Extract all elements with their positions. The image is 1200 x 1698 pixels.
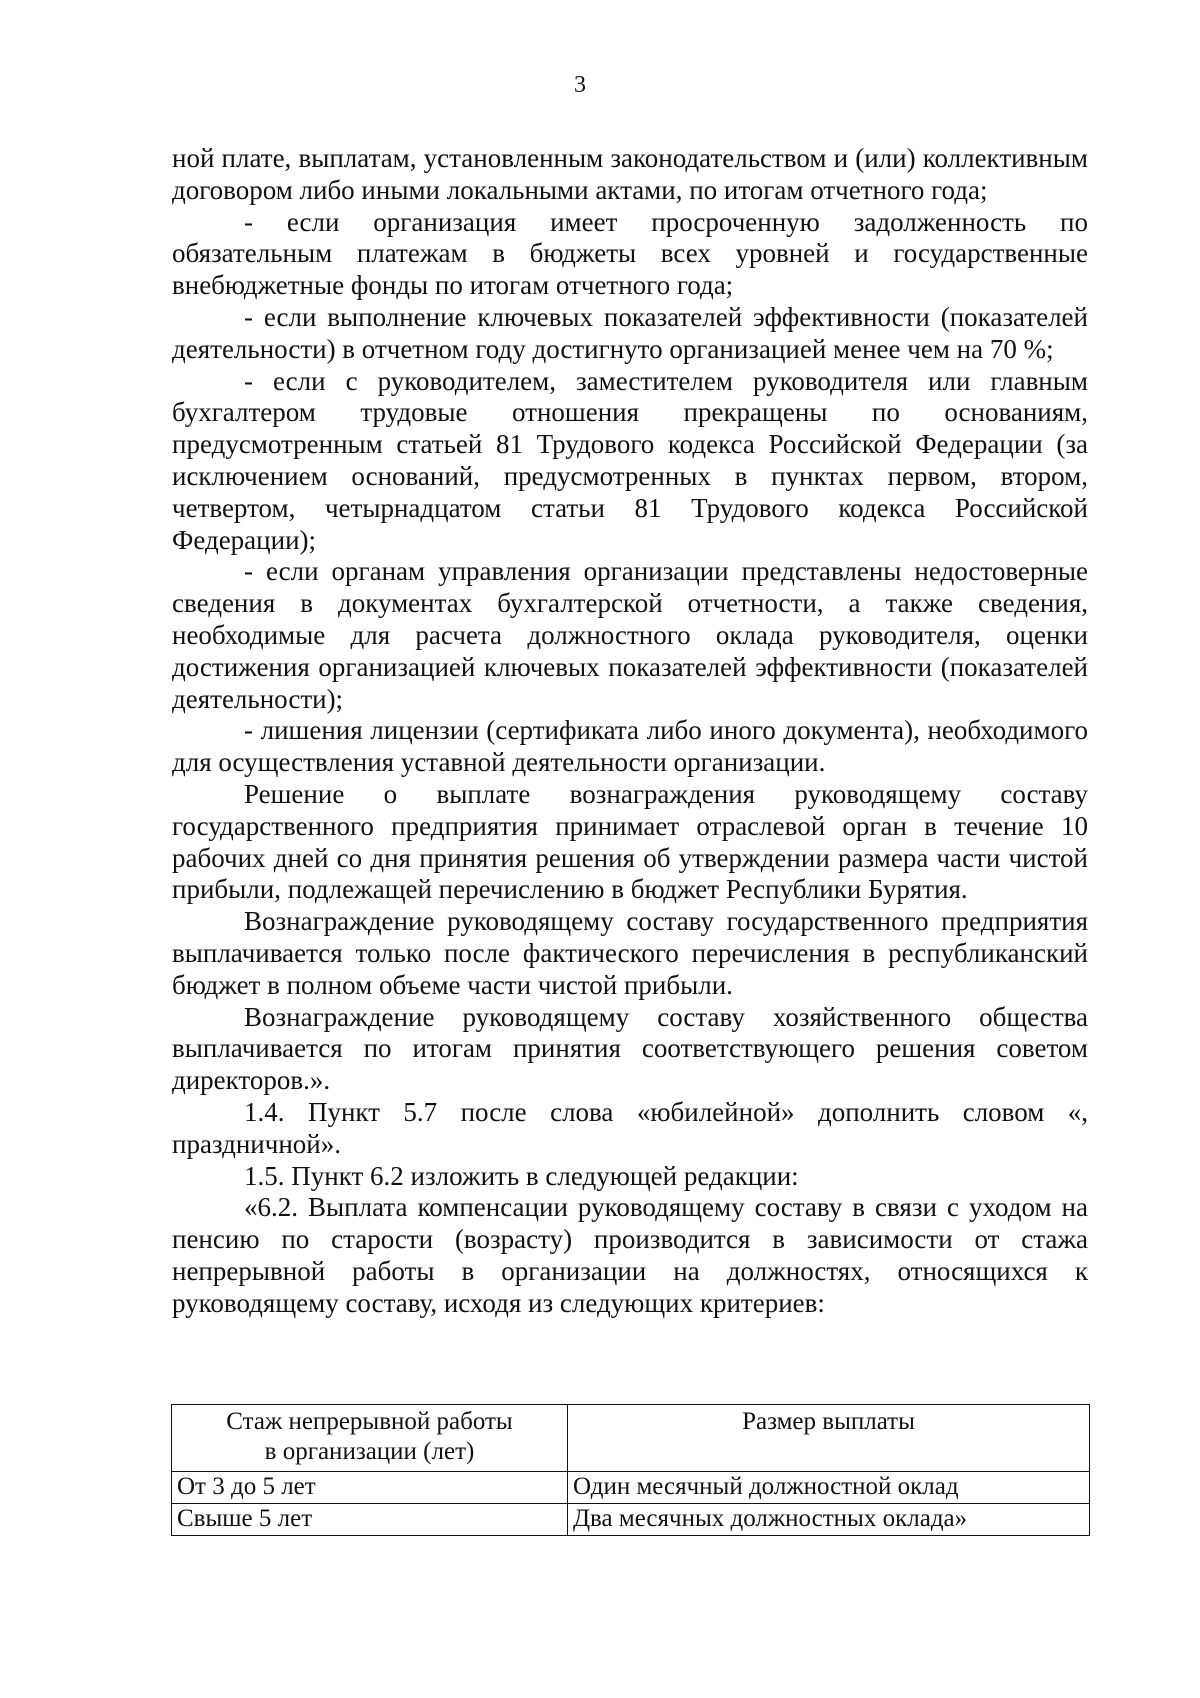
table-cell: Два месячных должностных оклада» [568,1504,1090,1536]
paragraph: - если организация имеет просроченную задолженность по обязательным платежам в бюджеты всех уровней и государственные внебюджетные фонды по итогам отчетного года; [172,206,1088,301]
paragraph: Вознаграждение руководящему составу государственного предприятия выплачивается только после фактического перечисления в республиканский бюджет в полном объеме части чистой прибыли. [172,906,1088,1000]
header-line: Размер выплаты [742,1408,915,1435]
paragraph: - если с руководителем, заместителем руководителя или главным бухгалтером трудовые отношения прекращены по основаниям, предусмотренным статьей 81 Трудового кодекса Российской Федерации (за исключением оснований, предусмотренных в пунктах первом, втором, четвертом, четырнадцатом статьи 81 Трудового кодекса Российской Федерации); [172,365,1088,555]
table-cell: От 3 до 5 лет [172,1472,568,1504]
paragraph: - если выполнение ключевых показателей эффективности (показателей деятельности) в отчетном году достигнуто организацией менее чем на 70 %; [172,301,1088,364]
paragraph: «6.2. Выплата компенсации руководящему составу в связи с уходом на пенсию по старости (возрасту) производится в зависимости от стажа непрерывной работы в организации на должностях, относящихся к руководящему составу, исходя из следующих критериев: [172,1192,1088,1318]
header-line: Стаж непрерывной работы [226,1408,513,1435]
document-body [172,143,1088,1319]
paragraph: ной плате, выплатам, установленным законодательством и (или) коллективным договором либо иными локальными актами, по итогам отчетного года; [172,143,1088,205]
header-line: в организации (лет) [264,1438,475,1465]
compensation-criteria-table [171,1404,1090,1536]
table-cell: Свыше 5 лет [172,1504,568,1536]
table-header-row [172,1405,1090,1472]
table-header-cell [172,1405,568,1472]
paragraph: - лишения лицензии (сертификата либо иного документа), необходимого для осуществления уставной деятельности организации. [172,715,1088,778]
paragraph: Решение о выплате вознаграждения руководящему составу государственного предприятия принимает отраслевой орган в течение 10 рабочих дней со дня принятия решения об утверждении размера части чистой прибыли, подлежащей перечислению в бюджет Республики Бурятия. [172,778,1088,905]
paragraph: 1.5. Пункт 6.2 изложить в следующей редакции: [244,1160,799,1191]
table-cell: Один месячный должностной оклад [568,1472,1090,1504]
paragraph: Вознаграждение руководящему составу хозяйственного общества выплачивается по итогам принятия соответствующего решения советом директоров.». [172,1001,1088,1096]
table-header-cell [568,1405,1090,1472]
paragraph: 1.4. Пункт 5.7 после слова «юбилейной» дополнить словом «, праздничной». [172,1096,1088,1159]
paragraph: - если органам управления организации представлены недостоверные сведения в документах бухгалтерской отчетности, а также сведения, необходимые для расчета должностного оклада руководителя, оценки достижения организацией ключевых показателей эффективности (показателей деятельности); [172,556,1088,714]
page-number: 3 [574,72,586,98]
table-row [172,1504,1090,1536]
table-row [172,1472,1090,1504]
